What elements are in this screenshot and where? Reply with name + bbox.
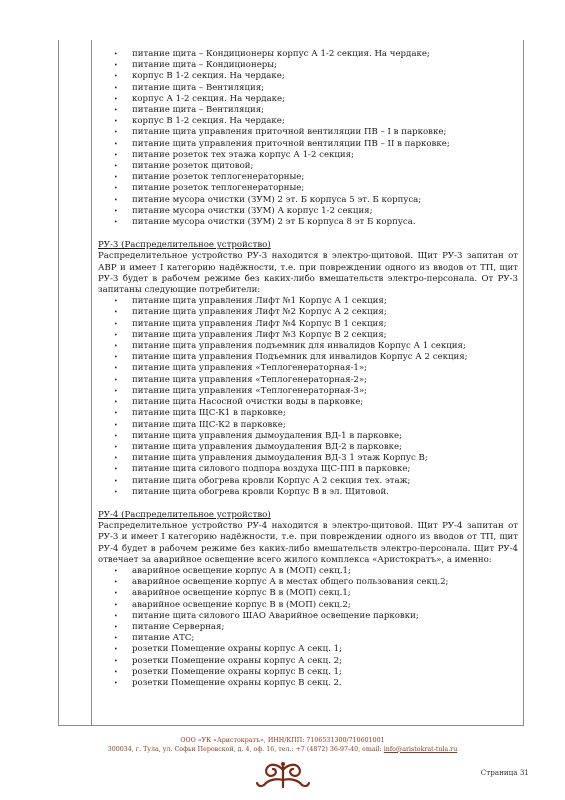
bullet-icon: •	[114, 151, 118, 159]
frame-divider	[91, 40, 92, 725]
bullet-icon: •	[114, 174, 118, 182]
list-item-text: питание розеток теплогенераторные;	[132, 183, 305, 194]
bullet-icon: •	[114, 601, 118, 609]
bullet-icon: •	[114, 612, 118, 620]
bullet-icon: •	[114, 196, 118, 204]
section-heading-ru4: РУ-4 (Распределительное устройство)	[98, 509, 271, 520]
bullet-icon: •	[114, 343, 118, 351]
consumer-list-ru3	[98, 296, 518, 498]
bullet-icon: •	[114, 365, 118, 373]
bullet-icon: •	[114, 62, 118, 70]
bullet-icon: •	[114, 107, 118, 115]
bullet-icon: •	[114, 118, 118, 126]
list-item	[98, 644, 518, 655]
section-ru3	[98, 240, 518, 498]
list-item	[98, 83, 518, 94]
list-item	[98, 206, 518, 217]
list-item	[98, 600, 518, 611]
footer-address	[0, 746, 565, 755]
bullet-icon: •	[114, 163, 118, 171]
list-item-text: питание щита управления приточной вентиляции ПВ – I в парковке;	[132, 127, 447, 138]
list-item-text: питание щита – Кондиционеры;	[132, 60, 278, 71]
list-item-text: питание щита управления Лифт №1 Корпус А 1 секция;	[132, 296, 387, 307]
list-item	[98, 71, 518, 82]
bullet-icon: •	[114, 84, 118, 92]
list-item	[98, 94, 518, 105]
bullet-icon: •	[114, 298, 118, 306]
list-item	[98, 363, 518, 374]
bullet-icon: •	[114, 387, 118, 395]
list-item	[98, 442, 518, 453]
list-item-text: питание щита обогрева кровли Корпус А 2 секция тех. этаж;	[132, 475, 411, 486]
bullet-icon: •	[114, 129, 118, 137]
bullet-icon: •	[114, 623, 118, 631]
list-item	[98, 656, 518, 667]
list-item-text: розетки Помещение охраны корпус В секц. 1;	[132, 666, 342, 677]
list-item	[98, 60, 518, 71]
bullet-icon: •	[114, 635, 118, 643]
bullet-icon: •	[114, 668, 118, 676]
bullet-icon: •	[114, 646, 118, 654]
bullet-icon: •	[114, 679, 118, 687]
list-item	[98, 217, 518, 228]
list-item	[98, 150, 518, 161]
bullet-icon: •	[114, 590, 118, 598]
bullet-icon: •	[114, 219, 118, 227]
bullet-icon: •	[114, 567, 118, 575]
list-item-text: корпус В 1-2 секция. На чердаке;	[132, 116, 285, 127]
list-item	[98, 330, 518, 341]
list-item-text: розетки Помещение охраны корпус А секц. 2;	[132, 655, 343, 666]
list-item-text: питание щита управления Лифт №2 Корпус А 2 секция;	[132, 307, 387, 318]
section-paragraph-ru4: Распределительное устройство РУ-4 находится в электро-щитовой. Щит РУ-4 запитан от РУ-3 и имеет I категорию надёжности, т.е. при повреждении одного из вводов от ТП, щит РУ-4 будет в рабочем режиме без каких-либо вмешательств электро-персонала. Щит РУ-4 отвечает за аварийное освещение всего жилого комплекса «Аристократъ», а именно:	[98, 521, 518, 565]
list-item	[98, 341, 518, 352]
list-item-text: питание щита управления «Теплогенераторная-2»;	[132, 374, 368, 385]
bullet-icon: •	[114, 399, 118, 407]
bullet-icon: •	[114, 354, 118, 362]
list-item-text: питание щита управления «Теплогенераторная-3»;	[132, 385, 368, 396]
list-item	[98, 116, 518, 127]
list-item-text: питание щита управления подъемник для инвалидов Корпус А 1 секция;	[132, 341, 466, 352]
list-item-text: питание щита обогрева кровли Корпус В в эл. Щитовой.	[132, 486, 389, 497]
consumer-list-ru2	[98, 49, 518, 228]
bullet-icon: •	[114, 477, 118, 485]
bullet-icon: •	[114, 410, 118, 418]
list-item	[98, 375, 518, 386]
list-item-text: питание щита – Кондиционеры корпус А 1-2 секция. На чердаке;	[132, 49, 430, 59]
list-item	[98, 352, 518, 363]
bullet-icon: •	[114, 73, 118, 81]
list-item-text: питание щита управления дымоудаления ВД-1 в парковке;	[132, 430, 403, 441]
list-item-text: корпус В 1-2 секция. На чердаке;	[132, 71, 285, 82]
list-item	[98, 566, 518, 577]
footer-email-link[interactable]: info@aristokrat-tula.ru	[383, 745, 458, 753]
page-number: Страница 31	[480, 768, 529, 777]
bullet-icon: •	[114, 421, 118, 429]
list-item-text: питание щита управления Подъемник для инвалидов Корпус А 2 секция;	[132, 352, 468, 363]
page-footer	[0, 737, 565, 754]
bullet-icon: •	[114, 488, 118, 496]
list-item-text: питание щита силового подпора воздуха ЩС-ПП в парковке;	[132, 464, 411, 475]
list-item	[98, 307, 518, 318]
list-item	[98, 172, 518, 183]
bullet-icon: •	[114, 309, 118, 317]
list-item	[98, 611, 518, 622]
list-item-text: питание Серверная;	[132, 621, 225, 632]
bullet-icon: •	[114, 657, 118, 665]
list-item-text: питание щита Насосной очистки воды в парковке;	[132, 397, 364, 408]
list-item-text: питание щита управления дымоудаления ВД-3 1 этаж Корпус В;	[132, 453, 428, 464]
list-item	[98, 397, 518, 408]
list-item	[98, 678, 518, 689]
list-item	[98, 476, 518, 487]
list-item-text: питание розеток теплогенераторные;	[132, 172, 305, 183]
bullet-icon: •	[114, 432, 118, 440]
list-item	[98, 420, 518, 431]
footer-company: ООО «УК «Аристократъ», ИНН/КПП: 7106531300/710601001	[180, 737, 385, 744]
list-item-text: питание щита управления Лифт №3 Корпус В 2 секция;	[132, 329, 387, 340]
list-item-text: питание мусора очистки (ЗУМ) 2 эт Б корпуса 8 эт Б корпуса.	[132, 217, 416, 228]
list-item-text: питание розеток тех этажа корпус А 1-2 секция;	[132, 149, 354, 160]
list-item-text: розетки Помещение охраны корпус А секц. 1;	[132, 644, 343, 655]
list-item	[98, 195, 518, 206]
list-item-text: питание щита – Вентиляция;	[132, 82, 265, 93]
list-item-text: питание щита ЩС-К1 в парковке;	[132, 408, 286, 419]
list-item-text: розетки Помещение охраны корпус В секц. 2.	[132, 677, 342, 688]
list-item-text: аварийное освещение корпус А в местах общего пользования секц.2;	[132, 577, 449, 588]
section-paragraph-ru3: Распределительное устройство РУ-3 находится в электро-щитовой. Щит РУ-3 запитан от АВР и имеет I категорию надёжности, т.е. при повреждении одного из вводов от ТП, щит РУ-3 будет в рабочем режиме без каких-либо вмешательств электро-персонала. От РУ-3 запитаны следующие потребители:	[98, 251, 518, 296]
section-heading-ru3: РУ-3 (Распределительное устройство)	[98, 240, 271, 251]
list-item	[98, 105, 518, 116]
list-item	[98, 161, 518, 172]
list-item	[98, 588, 518, 599]
list-item-text: аварийное освещение корпус В в (МОП) секц.2;	[132, 599, 351, 610]
bullet-icon: •	[114, 455, 118, 463]
bullet-icon: •	[114, 185, 118, 193]
ornament-logo-icon	[252, 760, 314, 794]
list-item-text: питание щита силового ШАО Аварийное освещение парковки;	[132, 610, 419, 621]
list-item	[98, 127, 518, 138]
bullet-icon: •	[114, 207, 118, 215]
list-item	[98, 633, 518, 644]
list-item-text: питание щита управления «Теплогенераторная-1»;	[132, 363, 368, 374]
list-item-text: питание щита управления дымоудаления ВД-2 в парковке;	[132, 441, 403, 452]
footer-address-text: 300034, г. Тула, ул. Софьи Перовской, д. 4, оф. 16, тел.: +7 (4872) 36-97-40, email:	[107, 745, 384, 753]
bullet-icon: •	[114, 443, 118, 451]
section-ru4	[98, 510, 518, 689]
list-item	[98, 431, 518, 442]
list-item	[98, 319, 518, 330]
list-item-text: питание розеток щитовой;	[132, 161, 254, 172]
list-item	[98, 296, 518, 307]
bullet-icon: •	[114, 579, 118, 587]
list-item	[98, 49, 518, 60]
list-item	[98, 487, 518, 498]
bullet-icon: •	[114, 331, 118, 339]
list-item	[98, 464, 518, 475]
list-item-text: аварийное освещение корпус В в (МОП) секц.1;	[132, 588, 351, 599]
consumer-list-ru4	[98, 566, 518, 689]
list-item-text: питание АТС;	[132, 633, 195, 644]
list-item-text: питание щита управления приточной вентиляции ПВ – II в парковке;	[132, 138, 450, 149]
list-item	[98, 453, 518, 464]
list-item-text: питание мусора очистки (ЗУМ) А корпус 1-2 секция;	[132, 205, 373, 216]
list-item	[98, 622, 518, 633]
list-item-text: питание щита управления Лифт №4 Корпус В 1 секция;	[132, 318, 387, 329]
bullet-icon: •	[114, 51, 118, 58]
bullet-icon: •	[114, 95, 118, 103]
bullet-icon: •	[114, 376, 118, 384]
list-item	[98, 183, 518, 194]
list-item-text: питание мусора очистки (ЗУМ) 2 эт. Б корпуса 5 эт. Б корпуса;	[132, 194, 422, 205]
list-item	[98, 386, 518, 397]
bullet-icon: •	[114, 140, 118, 148]
list-item-text: корпус А 1-2 секция. На чердаке;	[132, 93, 285, 104]
bullet-icon: •	[114, 466, 118, 474]
list-item-text: аварийное освещение корпус А в (МОП) секц.1;	[132, 565, 351, 576]
list-item	[98, 577, 518, 588]
list-item	[98, 667, 518, 678]
list-item	[98, 408, 518, 419]
document-content	[98, 49, 518, 689]
bullet-icon: •	[114, 320, 118, 328]
list-item-text: питание щита – Вентиляция;	[132, 105, 265, 116]
list-item-text: питание щита ЩС-К2 в парковке;	[132, 419, 286, 430]
list-item	[98, 139, 518, 150]
